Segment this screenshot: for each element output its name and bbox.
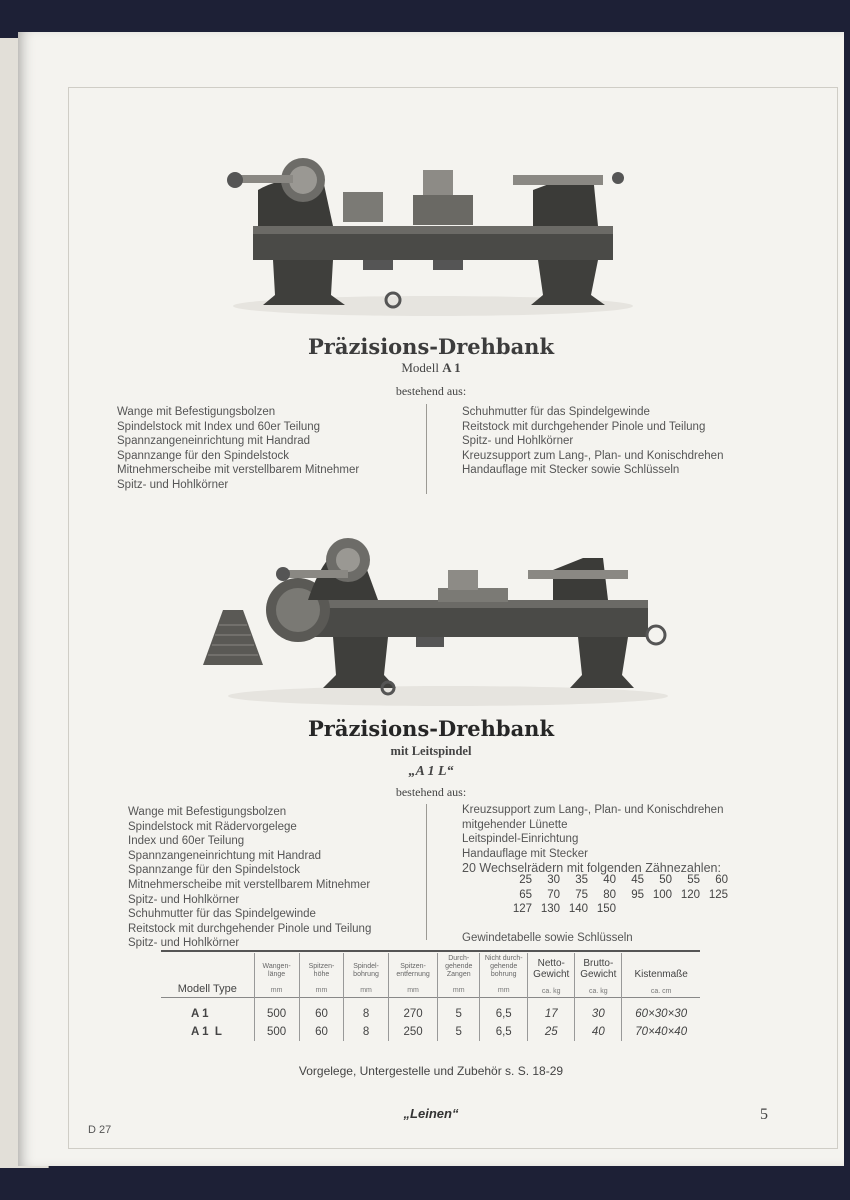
list-item: Index und 60er Teilung <box>128 835 245 848</box>
table-cell: 60 <box>299 1023 344 1041</box>
col-header: Spitzen- entfernung mm <box>388 953 437 998</box>
catalog-page <box>18 32 844 1166</box>
section1-title: Präzisions-Drehbank <box>308 334 554 359</box>
teeth-value: 150 <box>596 903 616 916</box>
list-item: Spitz- und Hohlkörner <box>462 435 574 448</box>
teeth-value: 40 <box>603 874 616 886</box>
section1-model-name: A 1 <box>442 360 461 375</box>
teeth-value: 60 <box>715 874 728 886</box>
table-cell: 6,5 <box>480 998 528 1024</box>
section2-subtitle: mit Leitspindel <box>390 744 472 758</box>
table-cell: 270 <box>388 998 437 1024</box>
list-item: Kreuzsupport zum Lang-, Plan- und Konischdrehen <box>462 804 724 816</box>
list-item: Spitz- und Hohlkörner <box>128 937 240 950</box>
list-item: Schuhmutter für das Spindelgewinde <box>128 908 316 921</box>
section2-right-footer <box>462 931 633 946</box>
list-item: Spindelstock mit Rädervorgelege <box>128 820 297 833</box>
section2-divider <box>426 804 427 940</box>
table-cell: 500 <box>254 1023 299 1041</box>
list-item: Handauflage mit Stecker <box>462 847 588 860</box>
table-cell: 60×30×30 <box>622 998 700 1024</box>
list-item: Spannzangeneinrichtung mit Handrad <box>128 849 322 862</box>
teeth-value: 25 <box>519 874 532 886</box>
list-item: Spannzange für den Spindelstock <box>117 449 289 462</box>
table-cell: 30 <box>575 998 622 1024</box>
teeth-value: 70 <box>547 888 560 901</box>
teeth-value: 45 <box>631 874 644 886</box>
col-header: Nicht durch- gehende bohrung mm <box>480 953 528 998</box>
col-header: Brutto- Gewicht ca. kg <box>575 953 622 998</box>
teeth-value: 120 <box>680 888 700 901</box>
table-cell: 17 <box>528 998 575 1024</box>
list-item: Mitnehmerscheibe mit verstellbarem Mitnehmer <box>117 464 360 477</box>
teeth-value: 55 <box>687 874 700 886</box>
list-item: Schuhmutter für das Spindelgewinde <box>462 406 650 418</box>
section2-title: Präzisions-Drehbank <box>308 716 554 741</box>
section2-right-list <box>462 803 723 876</box>
list-item: Reitstock mit durchgehender Pinole und Teilung <box>462 420 706 433</box>
col-header: Spindel- bohrung mm <box>344 953 389 998</box>
table-cell: 8 <box>344 1023 389 1041</box>
col-header: Durch- gehende Zangen mm <box>438 953 480 998</box>
col-header: Netto- Gewicht ca. kg <box>528 953 575 998</box>
section2-left-list <box>128 805 371 951</box>
teeth-value: 50 <box>659 874 672 886</box>
table-cell: 60 <box>299 998 344 1024</box>
section2-model: „A 1 L“ <box>408 764 454 779</box>
brand-mark: „Leinen“ <box>403 1106 459 1121</box>
table-cell: 6,5 <box>480 1023 528 1041</box>
col-header: Spitzen- höhe mm <box>299 953 344 998</box>
table-cell: A 1 <box>191 1008 209 1020</box>
teeth-row <box>504 902 728 917</box>
table-header-row <box>161 953 700 998</box>
section1-divider <box>426 404 427 494</box>
table-cell: 250 <box>388 1023 437 1041</box>
list-item: mitgehender Lünette <box>462 818 568 831</box>
lathe-a1-image <box>213 120 643 320</box>
section1-right-list <box>462 405 723 478</box>
table-cell: 5 <box>438 998 480 1024</box>
table-cell: 25 <box>528 1023 575 1041</box>
table-cell: 500 <box>254 998 299 1024</box>
col-header: Modell Type <box>177 983 237 995</box>
list-item: Wange mit Befestigungsbolzen <box>117 406 276 418</box>
teeth-value: 35 <box>575 874 588 886</box>
page-number: 5 <box>760 1106 768 1123</box>
teeth-value: 95 <box>631 888 644 901</box>
spec-table-rule <box>161 950 700 952</box>
table-cell: A 1 L <box>191 1026 222 1038</box>
table-row <box>161 998 700 1024</box>
list-item: Spindelstock mit Index und 60er Teilung <box>117 420 321 433</box>
teeth-value: 125 <box>708 888 728 901</box>
list-item: Reitstock mit durchgehender Pinole und Teilung <box>128 922 372 935</box>
table-footnote: Vorgelege, Untergestelle und Zubehör s. S. 18-29 <box>298 1064 564 1078</box>
list-item: Kreuzsupport zum Lang-, Plan- und Konischdrehen <box>462 449 724 462</box>
list-item: Spannzangeneinrichtung mit Handrad <box>117 435 311 448</box>
list-item: Handauflage mit Stecker sowie Schlüsseln <box>462 464 680 477</box>
list-item: Gewindetabelle sowie Schlüsseln <box>462 932 633 944</box>
section1-intro: bestehend aus: <box>395 384 467 398</box>
teeth-value: 100 <box>652 888 672 901</box>
table-cell: 70×40×40 <box>622 1023 700 1041</box>
teeth-value: 127 <box>512 903 532 916</box>
teeth-value: 130 <box>540 903 560 916</box>
teeth-row <box>504 888 728 903</box>
col-header: Kistenmaße ca. cm <box>622 953 700 998</box>
teeth-value: 75 <box>575 888 588 901</box>
page-marker: D 27 <box>88 1124 112 1136</box>
lathe-a1l-image <box>198 510 668 710</box>
teeth-row <box>504 873 728 888</box>
table-row <box>161 1023 700 1041</box>
teeth-value: 30 <box>547 874 560 886</box>
list-item: Spitz- und Hohlkörner <box>117 478 229 491</box>
table-cell: 40 <box>575 1023 622 1041</box>
list-item: Leitspindel-Einrichtung <box>462 833 579 846</box>
section2-intro: bestehend aus: <box>395 785 467 799</box>
list-item: Spitz- und Hohlkörner <box>128 893 240 906</box>
teeth-grid <box>504 873 728 917</box>
teeth-value: 65 <box>519 888 532 901</box>
spec-table <box>161 953 700 1041</box>
table-cell: 5 <box>438 1023 480 1041</box>
teeth-value: 140 <box>568 903 588 916</box>
list-item: 20 Wechselrädern mit folgenden Zähnezahlen: <box>462 861 721 876</box>
list-item: Wange mit Befestigungsbolzen <box>128 806 287 818</box>
section1-model <box>18 360 844 376</box>
table-cell: 8 <box>344 998 389 1024</box>
list-item: Spannzange für den Spindelstock <box>128 864 300 877</box>
section1-left-list <box>117 405 359 493</box>
teeth-value: 80 <box>603 888 616 901</box>
list-item: Mitnehmerscheibe mit verstellbarem Mitnehmer <box>128 878 371 891</box>
section1-model-prefix: Modell <box>401 360 439 375</box>
col-header: Wangen- länge mm <box>254 953 299 998</box>
